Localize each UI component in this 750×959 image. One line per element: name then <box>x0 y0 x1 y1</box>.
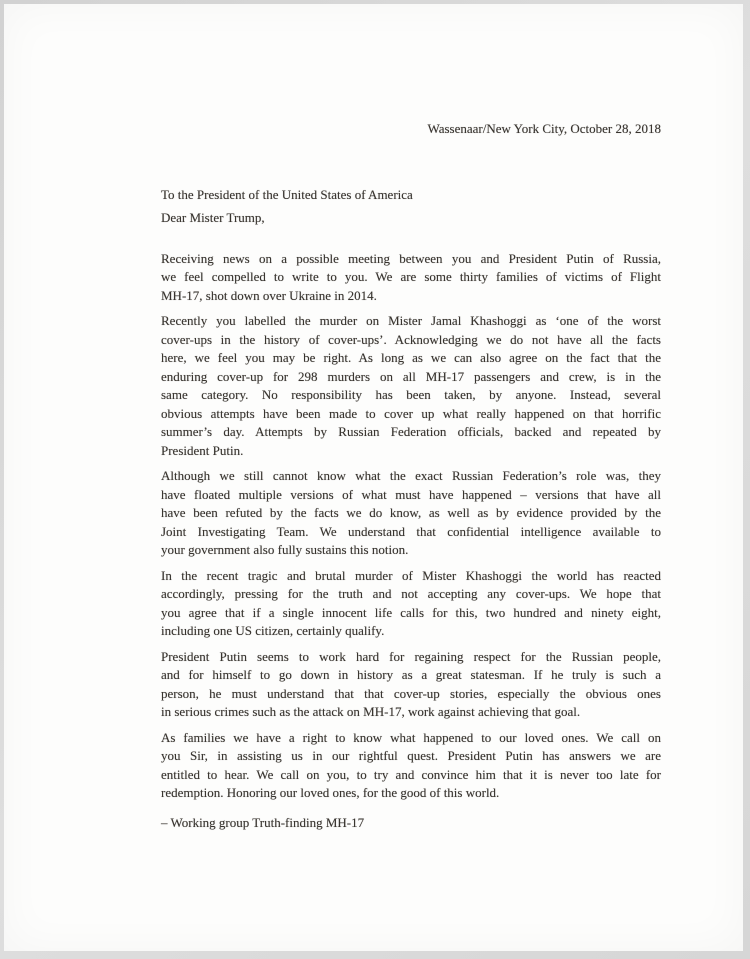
letter-line: summer’s day. Attempts by Russian Federation officials, backed and repeated by <box>161 424 661 439</box>
letter-body <box>161 250 661 803</box>
letter-content <box>161 120 661 832</box>
letter-page <box>4 4 743 951</box>
letter-line: In the recent tragic and brutal murder of Mister Khashoggi the world has reacted <box>161 567 661 583</box>
letter-line: obvious attempts have been made to cover up what really happened on that horrific <box>161 405 661 421</box>
letter-recipient: To the President of the United States of America <box>161 186 413 202</box>
letter-signature: – Working group Truth-finding MH-17 <box>161 814 365 830</box>
letter-paragraph <box>161 648 661 722</box>
letter-line: Receiving news on a possible meeting between you and President Putin of Russia, <box>161 250 661 266</box>
letter-paragraph <box>161 312 661 460</box>
letter-line: MH-17, shot down over Ukraine in 2014. <box>161 287 377 303</box>
letter-line: same category. No responsibility has been taken, by anyone. Instead, several <box>161 387 661 402</box>
letter-line: As families we have a right to know what happened to our loved ones. We call on <box>161 729 661 745</box>
letter-paragraph <box>161 729 661 803</box>
letter-line: Although we still cannot know what the exact Russian Federation’s role was, they <box>161 468 661 483</box>
letter-line: you Sir, in assisting us in our rightful quest. President Putin has answers we are <box>161 748 661 763</box>
letter-line: President Putin seems to work hard for regaining respect for the Russian people, <box>161 648 661 664</box>
letter-line: you agree that if a single innocent life calls for this, two hundred and ninety eight, <box>161 604 661 620</box>
letter-paragraph <box>161 467 661 560</box>
letter-line: person, he must understand that that cover-up stories, especially the obvious ones <box>161 685 661 701</box>
letter-line: accordingly, pressing for the truth and not accepting any cover-ups. We hope that <box>161 586 661 601</box>
letter-line: we feel compelled to write to you. We are some thirty families of victims of Flight <box>161 269 661 284</box>
letter-line: enduring cover-up for 298 murders on all MH-17 passengers and crew, is in the <box>161 368 661 384</box>
letter-line: entitled to hear. We call on you, to try and convince him that it is never too late for <box>161 766 661 782</box>
letter-line: in serious crimes such as the attack on MH-17, work against achieving that goal. <box>161 704 581 719</box>
letter-paragraph <box>161 567 661 641</box>
letter-line: your government also fully sustains this notion. <box>161 542 409 557</box>
letter-line: Joint Investigating Team. We understand that confidential intelligence available to <box>161 523 661 539</box>
letter-line: including one US citizen, certainly qualify. <box>161 623 385 638</box>
letter-line: Recently you labelled the murder on Mister Jamal Khashoggi as ‘one of the worst <box>161 313 661 328</box>
letter-paragraph <box>161 250 661 306</box>
letter-line: redemption. Honoring our loved ones, for the good of this world. <box>161 785 500 800</box>
letter-dateline: Wassenaar/New York City, October 28, 2018 <box>427 121 661 136</box>
letter-line: here, we feel you may be right. As long as we can also agree on the fact that the <box>161 350 661 365</box>
letter-line: have been refuted by the facts we do know, as well as by evidence provided by the <box>161 505 661 520</box>
letter-salutation: Dear Mister Trump, <box>161 210 265 225</box>
letter-line: have floated multiple versions of what must have happened – versions that have all <box>161 486 661 502</box>
letter-line: President Putin. <box>161 442 244 458</box>
letter-line: cover-ups in the history of cover-ups’. Acknowledging we do not have all the facts <box>161 331 661 347</box>
letter-line: and for himself to go down in history as a great statesman. If he truly is such a <box>161 667 661 682</box>
